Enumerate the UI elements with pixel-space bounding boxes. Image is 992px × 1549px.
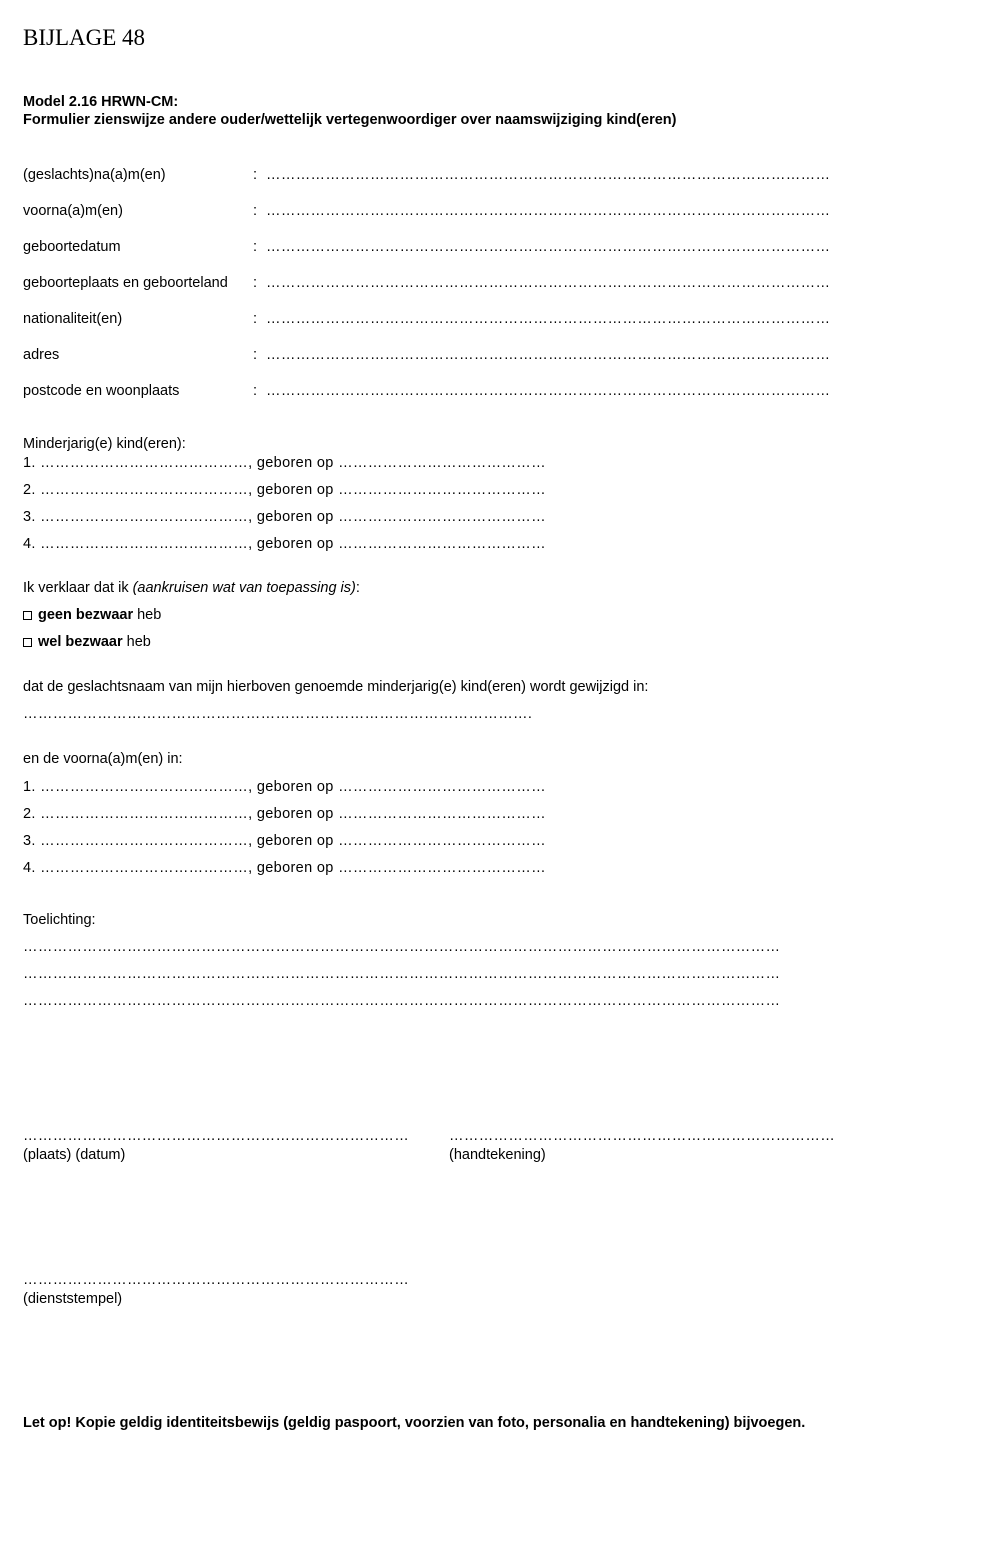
children-heading: Minderjarig(e) kind(eren): <box>23 436 186 452</box>
option-objection-label: wel bezwaar <box>38 634 123 650</box>
surname-change-sentence: dat de geslachtsnaam van mijn hierboven genoemde minderjarig(e) kind(eren) wordt gewijzigd in: <box>23 679 649 695</box>
first-names-heading: en de voorna(a)m(en) in: <box>23 751 183 767</box>
field-label-nationality: nationaliteit(en) <box>23 311 123 327</box>
option-no-objection[interactable] <box>23 608 161 623</box>
field-colon: : <box>253 347 258 363</box>
field-colon: : <box>253 167 258 183</box>
option-objection[interactable] <box>23 635 151 650</box>
field-label-birth-place: geboorteplaats en geboorteland <box>23 275 228 291</box>
first-name-row-1[interactable]: 1. ……………………………………, geboren op …………………………………… <box>23 779 546 795</box>
field-input-surname[interactable]: …………………………………………………………………………………………………… <box>266 167 831 183</box>
option-no-objection-label: geen bezwaar <box>38 607 134 623</box>
field-input-nationality[interactable]: …………………………………………………………………………………………………… <box>266 311 831 327</box>
field-colon: : <box>253 311 258 327</box>
model-number: Model 2.16 HRWN-CM: <box>23 94 179 110</box>
field-colon: : <box>253 275 258 291</box>
checkbox-no-objection[interactable] <box>23 611 32 620</box>
field-colon: : <box>253 239 258 255</box>
child-row-4[interactable]: 4. ……………………………………, geboren op …………………………………… <box>23 536 546 552</box>
checkbox-objection[interactable] <box>23 638 32 647</box>
field-label-first-names: voorna(a)m(en) <box>23 203 123 219</box>
child-row-2[interactable]: 2. ……………………………………, geboren op …………………………………… <box>23 482 546 498</box>
stamp-input[interactable]: …………………………………………………………………… <box>23 1272 410 1288</box>
option-no-objection-suffix: heb <box>133 607 162 623</box>
appendix-number: BIJLAGE 48 <box>23 25 146 50</box>
explanation-line-1[interactable]: ……………………………………………………………………………………………………………………………………… <box>23 939 781 955</box>
stamp-label: (dienststempel) <box>23 1291 123 1307</box>
first-name-row-4[interactable]: 4. ……………………………………, geboren op …………………………………… <box>23 860 546 876</box>
place-date-label: (plaats) (datum) <box>23 1147 126 1163</box>
explanation-line-3[interactable]: ……………………………………………………………………………………………………………………………………… <box>23 993 781 1009</box>
explanation-line-2[interactable]: ……………………………………………………………………………………………………………………………………… <box>23 966 781 982</box>
field-label-postcode-city: postcode en woonplaats <box>23 383 180 399</box>
footer-note: Let op! Kopie geldig identiteitsbewijs (geldig paspoort, voorzien van foto, personalia en handtekening) bijvoegen. <box>23 1415 806 1431</box>
field-input-postcode-city[interactable]: …………………………………………………………………………………………………… <box>266 383 831 399</box>
field-colon: : <box>253 203 258 219</box>
option-objection-suffix: heb <box>122 634 151 650</box>
declaration-colon: : <box>355 580 360 596</box>
field-input-birth-date[interactable]: …………………………………………………………………………………………………… <box>266 239 831 255</box>
declaration-instruction: (aankruisen wat van toepassing is) <box>132 580 356 596</box>
signature-input[interactable]: …………………………………………………………………… <box>449 1128 836 1144</box>
form-title: Formulier zienswijze andere ouder/wettelijk vertegenwoordiger over naamswijziging kind(eren) <box>23 112 677 128</box>
declaration-intro-text: Ik verklaar dat ik <box>23 580 133 596</box>
field-colon: : <box>253 383 258 399</box>
place-date-input[interactable]: …………………………………………………………………… <box>23 1128 410 1144</box>
field-input-address[interactable]: …………………………………………………………………………………………………… <box>266 347 831 363</box>
explanation-heading: Toelichting: <box>23 912 96 928</box>
child-row-3[interactable]: 3. ……………………………………, geboren op …………………………………… <box>23 509 546 525</box>
field-label-surname: (geslachts)na(a)m(en) <box>23 167 166 183</box>
child-row-1[interactable]: 1. ……………………………………, geboren op …………………………………… <box>23 455 546 471</box>
field-label-address: adres <box>23 347 60 363</box>
first-name-row-3[interactable]: 3. ……………………………………, geboren op …………………………………… <box>23 833 546 849</box>
declaration-intro <box>23 581 360 596</box>
signature-label: (handtekening) <box>449 1147 546 1163</box>
field-label-birth-date: geboortedatum <box>23 239 121 255</box>
first-name-row-2[interactable]: 2. ……………………………………, geboren op …………………………………… <box>23 806 546 822</box>
field-input-birth-place[interactable]: …………………………………………………………………………………………………… <box>266 275 831 291</box>
field-input-first-names[interactable]: …………………………………………………………………………………………………… <box>266 203 831 219</box>
surname-change-input[interactable]: …………………………………………………………………………………………. <box>23 706 533 722</box>
